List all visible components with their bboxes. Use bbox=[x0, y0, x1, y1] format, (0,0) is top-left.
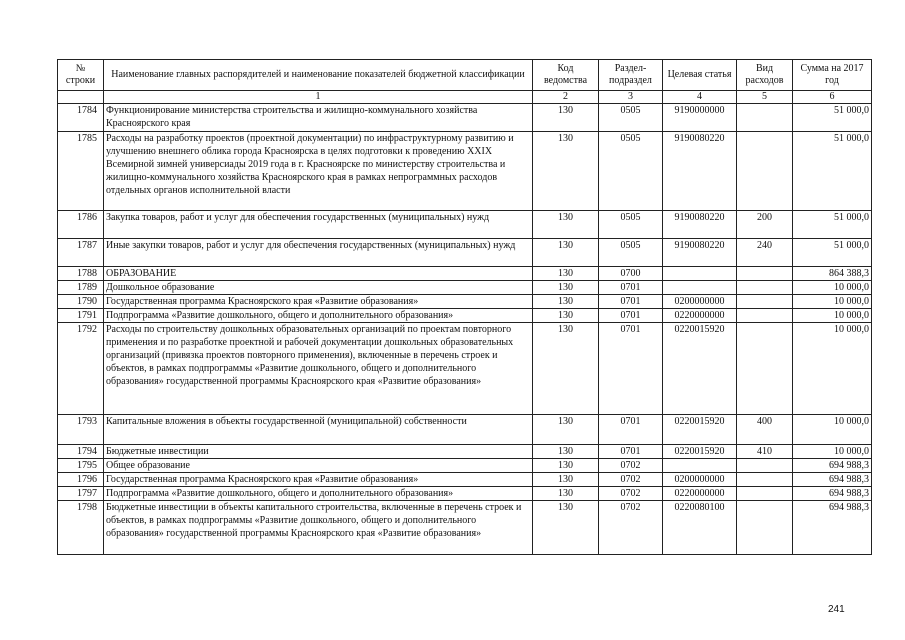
row-section: 0701 bbox=[599, 281, 663, 295]
row-target-article: 0220000000 bbox=[663, 309, 737, 323]
row-dept-code: 130 bbox=[533, 281, 599, 295]
row-dept-code: 130 bbox=[533, 445, 599, 459]
row-expense-type: 410 bbox=[737, 445, 793, 459]
header-dept-code: Код ведомства bbox=[533, 60, 599, 91]
row-section: 0701 bbox=[599, 415, 663, 445]
row-name: Подпрограмма «Развитие дошкольного, общего и дополнительного образования» bbox=[104, 487, 533, 501]
row-number: 1789 bbox=[58, 281, 104, 295]
row-target-article: 9190000000 bbox=[663, 104, 737, 132]
row-target-article: 0200000000 bbox=[663, 295, 737, 309]
row-section: 0701 bbox=[599, 445, 663, 459]
row-dept-code: 130 bbox=[533, 415, 599, 445]
row-section: 0702 bbox=[599, 459, 663, 473]
table-row bbox=[58, 459, 872, 473]
row-name: Иные закупки товаров, работ и услуг для обеспечения государственных (муниципальных) нужд bbox=[104, 239, 533, 267]
row-number: 1796 bbox=[58, 473, 104, 487]
row-section: 0505 bbox=[599, 104, 663, 132]
row-number: 1795 bbox=[58, 459, 104, 473]
row-expense-type bbox=[737, 501, 793, 555]
row-section: 0505 bbox=[599, 239, 663, 267]
row-name: Капитальные вложения в объекты государственной (муниципальной) собственности bbox=[104, 415, 533, 445]
table-row bbox=[58, 211, 872, 239]
header-expense-type: Вид расходов bbox=[737, 60, 793, 91]
row-name: Государственная программа Красноярского края «Развитие образования» bbox=[104, 295, 533, 309]
row-expense-type bbox=[737, 487, 793, 501]
row-section: 0702 bbox=[599, 501, 663, 555]
row-sum: 10 000,0 bbox=[793, 323, 872, 415]
row-number: 1791 bbox=[58, 309, 104, 323]
row-number: 1786 bbox=[58, 211, 104, 239]
row-expense-type bbox=[737, 132, 793, 211]
row-section: 0701 bbox=[599, 295, 663, 309]
row-expense-type bbox=[737, 459, 793, 473]
table-row bbox=[58, 309, 872, 323]
column-number: 1 bbox=[104, 91, 533, 104]
row-sum: 10 000,0 bbox=[793, 445, 872, 459]
row-sum: 864 388,3 bbox=[793, 267, 872, 281]
budget-table bbox=[57, 59, 872, 555]
row-sum: 51 000,0 bbox=[793, 239, 872, 267]
row-name: Подпрограмма «Развитие дошкольного, общего и дополнительного образования» bbox=[104, 309, 533, 323]
row-sum: 51 000,0 bbox=[793, 132, 872, 211]
table-row bbox=[58, 267, 872, 281]
row-section: 0505 bbox=[599, 132, 663, 211]
row-target-article: 0200000000 bbox=[663, 473, 737, 487]
table-row bbox=[58, 323, 872, 415]
row-name: Государственная программа Красноярского края «Развитие образования» bbox=[104, 473, 533, 487]
row-dept-code: 130 bbox=[533, 267, 599, 281]
row-number: 1793 bbox=[58, 415, 104, 445]
row-sum: 10 000,0 bbox=[793, 281, 872, 295]
header-target-article: Целевая статья bbox=[663, 60, 737, 91]
row-section: 0702 bbox=[599, 487, 663, 501]
row-name: ОБРАЗОВАНИЕ bbox=[104, 267, 533, 281]
row-name: Общее образование bbox=[104, 459, 533, 473]
row-name: Дошкольное образование bbox=[104, 281, 533, 295]
row-sum: 694 988,3 bbox=[793, 501, 872, 555]
row-target-article bbox=[663, 267, 737, 281]
table-row bbox=[58, 487, 872, 501]
table-row bbox=[58, 445, 872, 459]
row-number: 1792 bbox=[58, 323, 104, 415]
row-target-article: 9190080220 bbox=[663, 211, 737, 239]
row-number: 1794 bbox=[58, 445, 104, 459]
column-number: 6 bbox=[793, 91, 872, 104]
row-expense-type bbox=[737, 295, 793, 309]
row-expense-type bbox=[737, 473, 793, 487]
row-section: 0700 bbox=[599, 267, 663, 281]
row-sum: 10 000,0 bbox=[793, 415, 872, 445]
row-section: 0702 bbox=[599, 473, 663, 487]
row-target-article: 0220000000 bbox=[663, 487, 737, 501]
table-row bbox=[58, 473, 872, 487]
row-sum: 694 988,3 bbox=[793, 459, 872, 473]
row-target-article: 9190080220 bbox=[663, 132, 737, 211]
row-sum: 694 988,3 bbox=[793, 487, 872, 501]
row-dept-code: 130 bbox=[533, 309, 599, 323]
row-number: 1790 bbox=[58, 295, 104, 309]
table-row bbox=[58, 295, 872, 309]
row-section: 0505 bbox=[599, 211, 663, 239]
row-target-article bbox=[663, 459, 737, 473]
row-dept-code: 130 bbox=[533, 104, 599, 132]
row-number: 1787 bbox=[58, 239, 104, 267]
page-number: 241 bbox=[828, 604, 845, 615]
row-target-article: 0220015920 bbox=[663, 323, 737, 415]
row-dept-code: 130 bbox=[533, 239, 599, 267]
row-expense-type bbox=[737, 267, 793, 281]
row-dept-code: 130 bbox=[533, 473, 599, 487]
row-expense-type: 240 bbox=[737, 239, 793, 267]
table-row bbox=[58, 239, 872, 267]
header-row-number: № строки bbox=[58, 60, 104, 91]
row-name: Бюджетные инвестиции bbox=[104, 445, 533, 459]
row-sum: 10 000,0 bbox=[793, 309, 872, 323]
column-number: 3 bbox=[599, 91, 663, 104]
row-section: 0701 bbox=[599, 323, 663, 415]
row-name: Бюджетные инвестиции в объекты капитального строительства, включенные в перечень строек и объектов, в рамках подпрограммы «Развитие дошкольного, общего и дополнительного образования» государственной программы Красноярского края «Развитие образования» bbox=[104, 501, 533, 555]
row-name: Расходы на разработку проектов (проектной документации) по инфраструктурному развитию и улучшению внешнего облика города Красноярска в целях подготовки к проведению XXIX Всемирной зимней универсиады 2019 года в г. Красноярске по министерству строительства и жилищно-коммунального хозяйства Красноярского края в рамках непрограммных расходов отдельных органов исполнительной власти bbox=[104, 132, 533, 211]
row-name: Расходы по строительству дошкольных образовательных организаций по проектам повторного применения и по разработке проектной и рабочей документации дошкольных образовательных организаций (привязка проектов повторного применения), включенные в перечень строек и объектов, в рамках подпрограммы «Развитие дошкольного, общего и дополнительного образования» государственной программы Красноярского края «Развитие образования» bbox=[104, 323, 533, 415]
table-row bbox=[58, 104, 872, 132]
column-number: 2 bbox=[533, 91, 599, 104]
row-sum: 51 000,0 bbox=[793, 211, 872, 239]
row-name: Закупка товаров, работ и услуг для обеспечения государственных (муниципальных) нужд bbox=[104, 211, 533, 239]
row-target-article: 9190080220 bbox=[663, 239, 737, 267]
row-expense-type: 200 bbox=[737, 211, 793, 239]
row-target-article bbox=[663, 281, 737, 295]
row-name: Функционирование министерства строительства и жилищно-коммунального хозяйства Красноярского края bbox=[104, 104, 533, 132]
header-sum: Сумма на 2017 год bbox=[793, 60, 872, 91]
row-expense-type bbox=[737, 281, 793, 295]
row-expense-type: 400 bbox=[737, 415, 793, 445]
row-number: 1784 bbox=[58, 104, 104, 132]
row-number: 1785 bbox=[58, 132, 104, 211]
row-dept-code: 130 bbox=[533, 295, 599, 309]
header-section: Раздел-подраздел bbox=[599, 60, 663, 91]
row-dept-code: 130 bbox=[533, 132, 599, 211]
column-number-row bbox=[58, 91, 872, 104]
header-name: Наименование главных распорядителей и наименование показателей бюджетной классификации bbox=[104, 60, 533, 91]
row-sum: 10 000,0 bbox=[793, 295, 872, 309]
row-target-article: 0220015920 bbox=[663, 445, 737, 459]
row-target-article: 0220080100 bbox=[663, 501, 737, 555]
row-expense-type bbox=[737, 309, 793, 323]
row-number: 1797 bbox=[58, 487, 104, 501]
row-dept-code: 130 bbox=[533, 459, 599, 473]
row-section: 0701 bbox=[599, 309, 663, 323]
row-dept-code: 130 bbox=[533, 487, 599, 501]
row-sum: 51 000,0 bbox=[793, 104, 872, 132]
row-number: 1798 bbox=[58, 501, 104, 555]
table-row bbox=[58, 281, 872, 295]
row-expense-type bbox=[737, 104, 793, 132]
row-dept-code: 130 bbox=[533, 211, 599, 239]
row-number: 1788 bbox=[58, 267, 104, 281]
table-row bbox=[58, 132, 872, 211]
row-expense-type bbox=[737, 323, 793, 415]
column-number: 5 bbox=[737, 91, 793, 104]
row-dept-code: 130 bbox=[533, 323, 599, 415]
row-dept-code: 130 bbox=[533, 501, 599, 555]
row-sum: 694 988,3 bbox=[793, 473, 872, 487]
table-row bbox=[58, 415, 872, 445]
column-number bbox=[58, 91, 104, 104]
row-target-article: 0220015920 bbox=[663, 415, 737, 445]
table-row bbox=[58, 501, 872, 555]
column-number: 4 bbox=[663, 91, 737, 104]
header-row bbox=[58, 60, 872, 91]
